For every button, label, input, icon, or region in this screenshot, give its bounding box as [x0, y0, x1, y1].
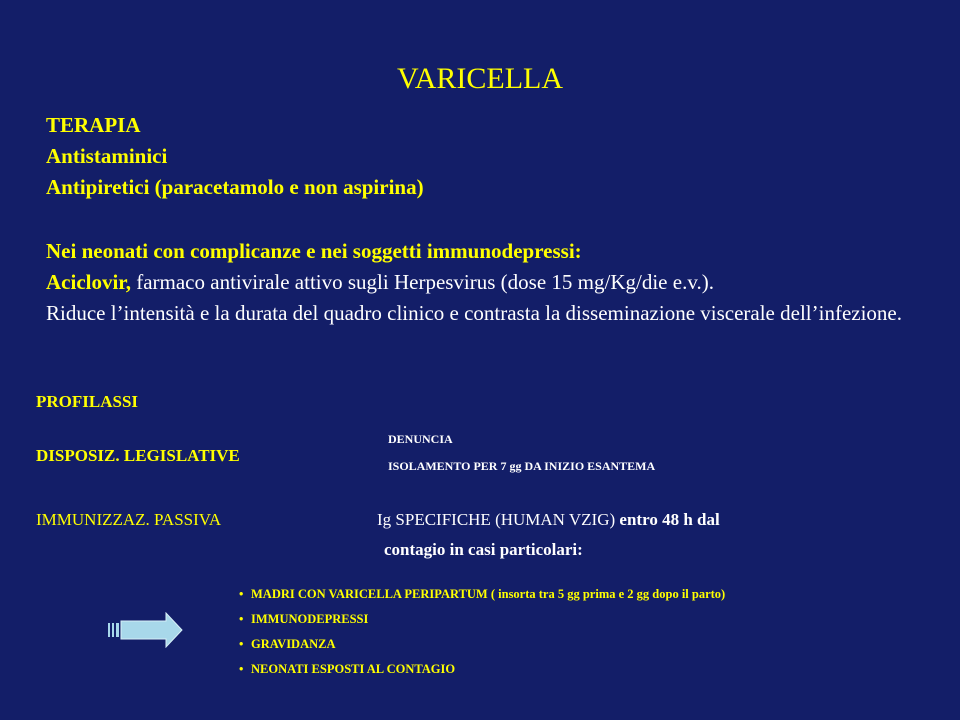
list-item: • MADRI CON VARICELLA PERIPARTUM ( insorta tra 5 gg prima e 2 gg dopo il parto) [239, 587, 726, 601]
terapia-heading: TERAPIA [46, 113, 141, 137]
ig-line [377, 510, 720, 530]
profilassi-heading: PROFILASSI [36, 392, 139, 411]
bullet-list [239, 588, 919, 688]
ig-timing: entro 48 h dal [615, 510, 720, 529]
disposiz-label: DISPOSIZ. LEGISLATIVE [36, 446, 240, 465]
list-item: • NEONATI ESPOSTI AL CONTAGIO [239, 662, 456, 676]
terapia-item: Antistaminici [46, 144, 168, 168]
list-item: • GRAVIDANZA [239, 637, 336, 651]
neonati-heading: Nei neonati con complicanze e nei soggetti immunodepressi: [46, 239, 582, 263]
disposiz-item-denuncia: DENUNCIA [388, 432, 453, 446]
drug-description: farmaco antivirale attivo sugli Herpesvirus (dose 15 mg/Kg/die e.v.). [130, 270, 714, 294]
list-item: • IMMUNODEPRESSI [239, 612, 369, 626]
slide-title: VARICELLA [396, 62, 564, 95]
aciclovir-line [46, 267, 920, 298]
block-arrow-right-icon [108, 612, 188, 648]
terapia-section [46, 110, 424, 203]
ig-text: Ig SPECIFICHE (HUMAN VZIG) [377, 510, 616, 529]
neonati-section [46, 236, 920, 329]
drug-effect: Riduce l’intensità e la durata del quadro clinico e contrasta la disseminazione viscerale dell’infezione. [46, 301, 902, 325]
terapia-item: Antipiretici (paracetamolo e non aspirina) [46, 175, 424, 199]
disposiz-item-isolamento: ISOLAMENTO PER 7 gg DA INIZIO ESANTEMA [388, 459, 656, 473]
immunizzaz-label: IMMUNIZZAZ. PASSIVA [36, 510, 222, 529]
ig-condition: contagio in casi particolari: [384, 540, 583, 559]
drug-name: Aciclovir, [46, 270, 131, 294]
